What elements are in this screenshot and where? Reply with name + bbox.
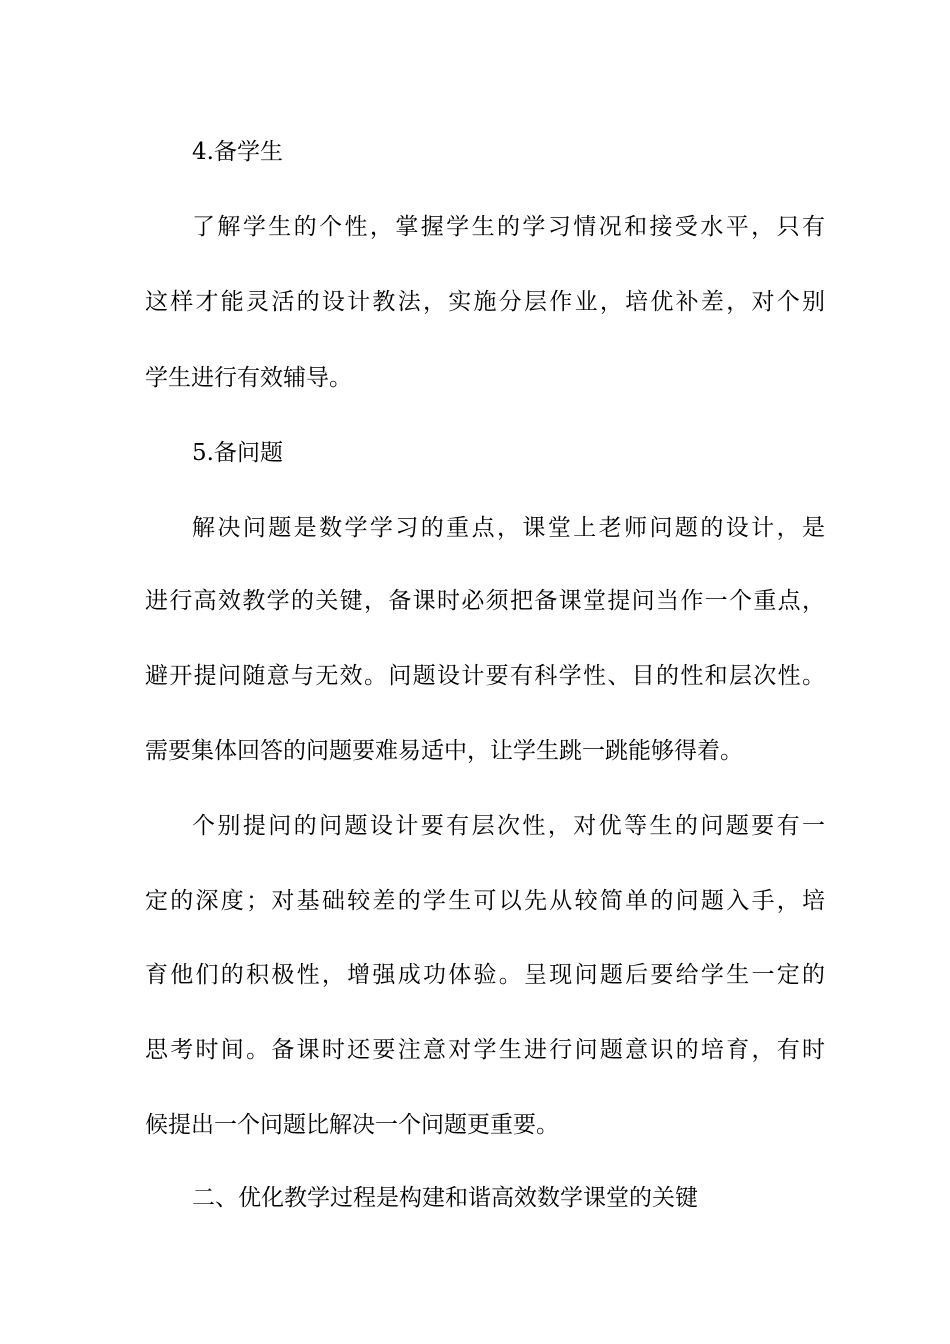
paragraph-line: 思考时间。备课时还要注意对学生进行问题意识的培育，有时 <box>145 1037 825 1063</box>
paragraph-line: 进行高效教学的关键，备课时必须把备课堂提问当作一个重点， <box>145 588 825 614</box>
heading-prepare-questions: 5.备问题 <box>192 440 283 466</box>
paragraph-line: 育他们的积极性，增强成功体验。呈现问题后要给学生一定的 <box>145 962 825 988</box>
paragraph-line: 这样才能灵活的设计教法，实施分层作业，培优补差，对个别 <box>145 289 825 315</box>
paragraph-line: 学生进行有效辅导。 <box>145 365 352 391</box>
section-heading: 二、优化教学过程是构建和谐高效数学课堂的关键 <box>192 1185 698 1211</box>
paragraph-line: 解决问题是数学学习的重点，课堂上老师问题的设计，是 <box>192 515 825 541</box>
paragraph-line: 需要集体回答的问题要难易适中，让学生跳一跳能够得着。 <box>145 738 743 764</box>
paragraph-line: 候提出一个问题比解决一个问题更重要。 <box>145 1112 559 1138</box>
paragraph-line: 个别提问的问题设计要有层次性，对优等生的问题要有一 <box>192 813 825 839</box>
paragraph-line: 避开提问随意与无效。问题设计要有科学性、目的性和层次性。 <box>145 663 825 689</box>
heading-prepare-students: 4.备学生 <box>192 139 283 165</box>
paragraph-line: 定的深度；对基础较差的学生可以先从较简单的问题入手，培 <box>145 888 825 914</box>
paragraph-line: 了解学生的个性，掌握学生的学习情况和接受水平，只有 <box>192 214 825 240</box>
